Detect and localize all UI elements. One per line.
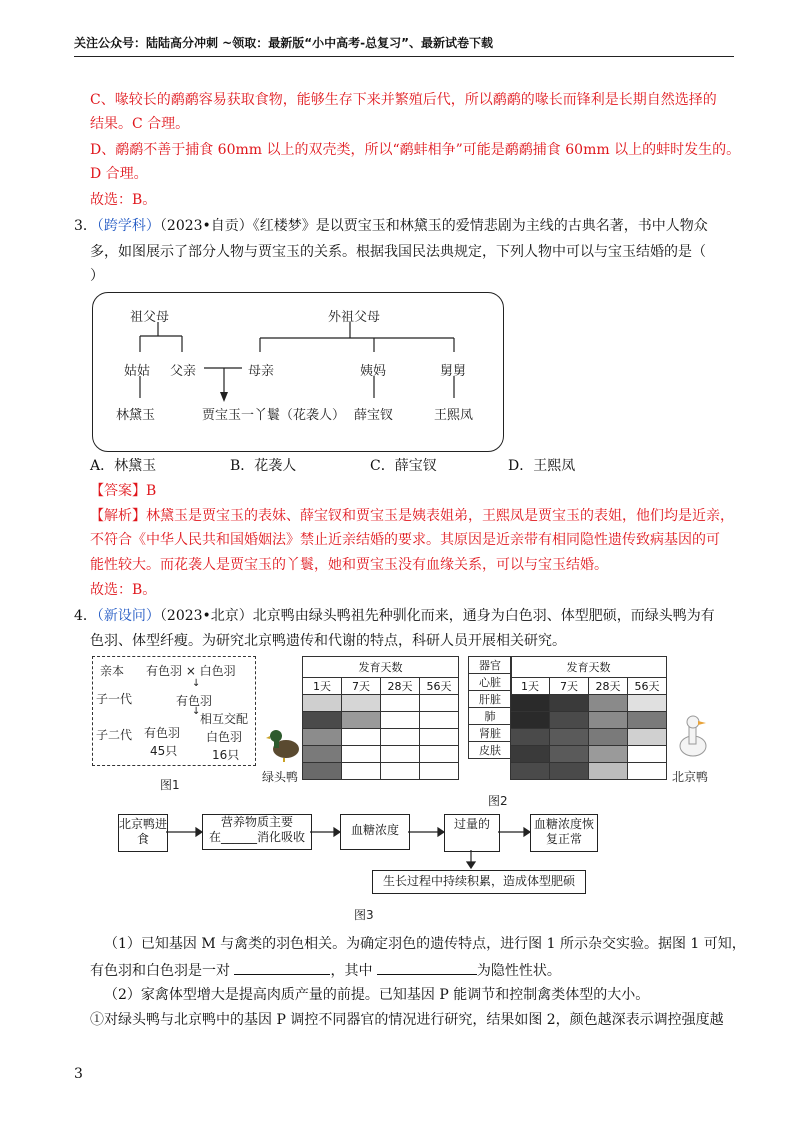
fig2-caption: 图2 [488,794,508,808]
fig2-right-heat-cell [511,695,550,712]
question-tag: （新设问） [96,608,160,624]
fig2-left-heat-cell [303,729,342,746]
fig2-right-heat-cell [589,746,628,763]
question-3-line2: 多，如图展示了部分人物与贾宝玉的关系。根据我国民法典规定，下列人物中可以与宝玉结婚的是（ [90,244,706,260]
flow-box-excess: 过量的 [444,814,500,852]
fig1-f1: 有色羽 [176,694,213,708]
fig2-right-heat-cell [550,712,589,729]
fig2-left-heat-cell [342,763,381,780]
fig1-cross: 有色羽 × 白色羽 [146,664,236,678]
prev-answer-d-line2: D 合理。 [90,166,148,182]
node-jia-baoyu: 贾宝玉一丫鬟（花袭人） [202,408,346,423]
fig2-right-heat-cell [628,746,667,763]
fig2-left-day: 56天 [420,678,459,695]
fig2-organ-table [468,656,512,759]
fig2-organ: 肾脏 [469,725,512,742]
fig2-organ: 心脏 [469,674,512,691]
fig2-right-heat-cell [550,763,589,780]
option-d: D．王熙凤 [508,458,576,474]
q3-choice: 故选：B。 [90,582,157,598]
fig2-right-day: 1天 [511,678,550,695]
fig2-right-day: 56天 [628,678,667,695]
flow-box-duck-eats: 北京鸭进食 [118,814,168,852]
fig2-left-heat-cell [420,746,459,763]
fig2-left-heat-cell [342,746,381,763]
fig2-left-heat-cell [381,729,420,746]
subq-1-line2 [90,960,561,981]
flow-box-accumulate: 生长过程中持续积累，造成体型肥硕 [372,870,586,894]
fig1-f2-colored: 有色羽 [144,726,181,740]
fig2-left-dev-days: 发育天数 [303,657,459,678]
fig1-arrow1: ↓ [192,678,201,689]
subq-1-text-a: 有色羽和白色羽是一对 [90,963,230,979]
fig2-left-table [302,656,459,780]
question-4-line1 [74,606,715,626]
fig2-right-heat-cell [511,746,550,763]
peking-duck-icon [676,712,710,760]
node-lin-daiyu: 林黛玉 [116,408,156,423]
fig2-left-heat-cell [303,746,342,763]
fig2-right-heat-cell [589,729,628,746]
fig2-right-duck-name: 北京鸭 [672,770,709,784]
fig2-left-heat-cell [381,695,420,712]
prev-answer-c-line1: C、喙较长的鹬鹬容易获取食物，能够生存下来并繁殖后代，所以鹬鹬的喙长而锋利是长期自然选择的 [90,92,717,108]
prev-answer-d-line1: D、鹬鹬不善于捕食 60mm 以上的双壳类，所以“鹬蚌相争”可能是鹬鹬捕食 60mm 以上的蚌时发生的。 [90,142,741,158]
answer-blank-2[interactable] [377,960,477,975]
fig2-left-heat-cell [303,763,342,780]
node-grandparents: 祖父母 [130,310,170,325]
fig2-right-heat-cell [628,695,667,712]
fig1-f1-label: 子一代 [96,692,133,706]
question-tag: （跨学科） [96,218,160,234]
fig2-left-heat-cell [342,695,381,712]
question-4-line2: 色羽、体型纤瘦。为研究北京鸭遗传和代谢的特点，科研人员开展相关研究。 [90,633,566,649]
subq-1-text-c: 为隐性性状。 [476,963,561,979]
fig2-right-day: 7天 [550,678,589,695]
header-rule [74,56,734,57]
node-xue-baochai: 薛宝钗 [354,408,394,423]
fig2-right-heat-cell [628,763,667,780]
analysis-text: 林黛玉是贾宝玉的表妹、薛宝钗和贾宝玉是姨表姐弟，王熙凤是贾宝玉的表姐，他们均是近亲， [146,508,734,524]
node-maternal-grandparents: 外祖父母 [328,310,381,325]
flow-arrows [166,820,546,880]
fig3-caption: 图3 [354,908,374,922]
fig2-right-heat-cell [628,712,667,729]
prev-answer-c-line2: 结果。C 合理。 [90,116,190,132]
flow-box-digestion-line1: 营养物质主要 [220,815,293,829]
fig1-parent-label: 亲本 [100,664,125,678]
fig2-left-day: 28天 [381,678,420,695]
fig2-right-day: 28天 [589,678,628,695]
fig2-left-heat-cell [381,746,420,763]
fig2-left-heat-cell [303,695,342,712]
option-a: A．林黛玉 [90,458,157,474]
fig2-right-table [510,656,667,780]
fig2-left-heat-cell [420,763,459,780]
node-aunt: 姑姑 [124,364,151,379]
flow-box-blood-sugar: 血糖浓度 [340,814,410,850]
page-number: 3 [74,1066,83,1082]
subq-1-text-b: ，其中 [330,963,373,979]
fig1-f2-white-count: 16只 [212,748,240,762]
fig2-right-heat-cell [550,729,589,746]
subq-2-line2: ①对绿头鸭与北京鸭中的基因 P 调控不同器官的情况进行研究，结果如图 2，颜色越深表示调控强度越 [90,1012,724,1028]
node-maternal-aunt: 姨妈 [360,364,387,379]
page-header: 关注公众号：陆陆高分冲刺 ~领取：最新版“小中高考-总复习”、最新试卷下载 [74,36,493,50]
fig2-left-heat-cell [303,712,342,729]
fig2-right-dev-days: 发育天数 [511,657,667,678]
fig2-right-heat-cell [589,712,628,729]
fig2-left-day: 1天 [303,678,342,695]
fig2-organ: 肺 [469,708,512,725]
answer-line [90,481,156,501]
fig2-left-duck-name: 绿头鸭 [262,770,299,784]
fig2-right-heat-cell [589,695,628,712]
flow-box-digestion-line2: 在______消化吸收 [208,830,305,844]
fig2-right-heat-cell [511,763,550,780]
fig2-organ: 肝脏 [469,691,512,708]
node-wang-xifeng: 王熙凤 [434,408,474,423]
question-3-line1 [74,216,708,236]
subq-2-line1: （2）家禽体型增大是提高肉质产量的前提。已知基因 P 能调节和控制禽类体型的大小。 [104,987,650,1003]
fig1-f2-white: 白色羽 [206,730,243,744]
analysis-line1 [90,506,734,526]
fig1-f2-colored-count: 45只 [150,744,178,758]
fig2-right-heat-cell [628,729,667,746]
fig2-left-heat-cell [381,712,420,729]
analysis-label: 【解析】 [90,508,146,524]
answer-value: B [146,483,157,499]
option-c: C．薛宝钗 [370,458,437,474]
fig2-right-heat-cell [511,712,550,729]
fig2-left-heat-cell [342,712,381,729]
fig1-f2-label: 子二代 [96,728,133,742]
mallard-duck-icon [266,722,302,762]
node-father: 父亲 [170,364,197,379]
answer-label: 【答案】 [90,483,146,499]
answer-blank-1[interactable] [234,960,330,975]
question-number: 4． [74,608,97,624]
question-stem: （2023•自贡）《红楼梦》是以贾宝玉和林黛玉的爱情悲剧为主线的古典名著，书中人物众 [159,218,708,234]
fig2-left-heat-cell [381,763,420,780]
prev-answer-choice: 故选：B。 [90,192,157,208]
flow-box-normal: 血糖浓度恢复正常 [530,814,598,852]
fig2-right-heat-cell [550,695,589,712]
option-b: B．花袭人 [230,458,297,474]
fig2-left-heat-cell [342,729,381,746]
fig2-left-heat-cell [420,695,459,712]
analysis-line3: 能性较大。而花袭人是贾宝玉的丫鬟，她和贾宝玉没有血缘关系，可以与宝玉结婚。 [90,557,608,573]
question-stem: （2023•北京）北京鸭由绿头鸭祖先种驯化而来，通身为白色羽、体型肥硕，而绿头鸭为有 [159,608,715,624]
analysis-line2: 不符合《中华人民共和国婚姻法》禁止近亲结婚的要求。其原因是近亲带有相同隐性遗传致病基因的可 [90,532,720,548]
fig2-organ-header: 器官 [469,657,512,674]
fig2-left-heat-cell [420,729,459,746]
fig2-left-heat-cell [420,712,459,729]
fig2-organ: 皮肤 [469,742,512,759]
fig2-left-day: 7天 [342,678,381,695]
subq-1-line1: （1）已知基因 M 与禽类的羽色相关。为确定羽色的遗传特点，进行图 1 所示杂交实验。据图 1 可知， [104,936,746,952]
fig2-right-heat-cell [511,729,550,746]
fig1-arrow2: ↓ [192,706,201,717]
question-3-line3: ） [90,268,104,284]
fig2-right-heat-cell [589,763,628,780]
node-mother: 母亲 [248,364,275,379]
question-number: 3． [74,218,97,234]
node-uncle: 舅舅 [440,364,467,379]
fig1-intercross: 相互交配 [200,712,249,726]
fig1-caption: 图1 [160,778,180,792]
fig2-right-heat-cell [550,746,589,763]
